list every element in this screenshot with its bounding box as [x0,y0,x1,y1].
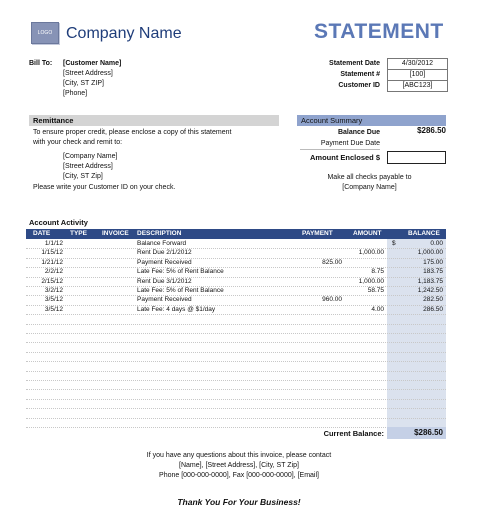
contact-line-1: If you have any questions about this invoice, please contact [146,452,332,459]
row-balance: 1,000.00 [417,249,443,257]
row-amount: 1,000.00 [358,277,384,285]
amount-enclosed-input[interactable] [387,151,446,164]
row-balance: 175.00 [423,258,443,266]
row-balance: 1,242.50 [417,287,443,294]
payable-line-2: [Company Name] [342,184,397,191]
row-description: Late Fee: 5% of Rent Balance [137,268,224,276]
col-date: DATE [33,230,51,237]
row-date: 3/5/12 [44,296,63,304]
company-name: Company Name [66,25,182,42]
remittance-heading: Remittance [29,115,279,126]
row-payment: 960.00 [322,296,342,304]
balance-due-label: Balance Due [337,129,380,136]
statement-date-label: Statement Date [329,60,380,67]
current-balance-label: Current Balance: [323,429,384,438]
company-logo [31,22,59,44]
row-description: Payment Received [137,296,192,304]
row-date: 1/1/12 [44,240,63,247]
logo-text: LOGO [37,30,53,36]
payable-line-1: Make all checks payable to [327,174,412,181]
balance-due-value: $286.50 [417,126,446,135]
row-date: 1/15/12 [41,249,63,257]
row-description: Payment Received [137,258,192,266]
row-payment: 825.00 [322,258,342,266]
contact-line-3: Phone [000-000-0000], Fax [000-000-0000], [Email] [159,472,319,479]
col-description: DESCRIPTION [137,230,182,237]
row-balance: 183.75 [423,268,443,276]
statement-number-value: [100] [387,69,448,81]
row-date: 3/2/12 [44,287,63,294]
remittance-note: Please write your Customer ID on your check. [33,184,176,191]
row-date: 1/21/12 [41,258,63,266]
row-description: Rent Due 3/1/2012 [137,277,192,285]
row-amount: 8.75 [371,268,384,276]
table-row-empty [26,418,446,428]
customer-id-label: Customer ID [338,82,380,89]
contact-line-2: [Name], [Street Address], [City, ST Zip] [179,462,299,469]
row-description: Rent Due 2/1/2012 [137,249,192,257]
payment-due-label: Payment Due Date [300,139,380,150]
bill-to-city: [City, ST ZIP] [63,80,104,87]
col-balance: BALANCE [408,230,440,237]
activity-heading: Account Activity [29,218,88,227]
statement-number-label: Statement # [340,71,380,78]
bill-to-phone: [Phone] [63,90,88,97]
account-summary-heading: Account Summary [297,115,446,126]
amount-enclosed-label: Amount Enclosed $ [309,153,380,162]
row-date: 2/15/12 [41,277,63,285]
col-amount: AMOUNT [353,230,382,237]
row-description: Late Fee: 5% of Rent Balance [137,287,224,294]
remit-address [63,152,117,182]
row-amount: 58.75 [367,287,384,294]
document-title: STATEMENT [314,20,444,43]
remit-company: [Company Name] [63,153,118,160]
row-amount: 1,000.00 [358,249,384,257]
thank-you: Thank You For Your Business! [177,497,301,507]
remit-city: [City, ST Zip] [63,173,103,180]
activity-table-header [26,229,446,239]
customer-id-value: [ABC123] [387,80,448,92]
row-balance: 282.50 [423,296,443,304]
bill-to-name: [Customer Name] [63,60,122,67]
col-payment: PAYMENT [302,230,333,237]
bill-to-street: [Street Address] [63,70,113,77]
payable-to [297,173,442,193]
current-balance-amount: $286.50 [414,428,443,437]
remittance-line-1: To ensure proper credit, please enclose a copy of this statement [33,129,232,136]
row-dollar-sign: $ [392,240,396,247]
row-balance: 1,183.75 [417,277,443,285]
col-type: TYPE [70,230,87,237]
bill-to-block [63,59,121,99]
row-date: 3/5/12 [44,305,63,313]
row-balance: 0.00 [430,240,443,247]
statement-date-value: 4/30/2012 [387,58,448,70]
row-amount: 4.00 [371,305,384,313]
contact-info [0,451,478,481]
row-description: Balance Forward [137,240,187,247]
remittance-line-2: with your check and remit to: [33,139,123,146]
row-description: Late Fee: 4 days @ $1/day [137,305,216,313]
row-balance: 286.50 [423,305,443,313]
remit-street: [Street Address] [63,163,113,170]
current-balance-value [387,427,446,439]
row-date: 2/2/12 [44,268,63,276]
remittance-text [33,128,231,148]
bill-to-label: Bill To: [29,60,53,67]
col-invoice: INVOICE [102,230,129,237]
